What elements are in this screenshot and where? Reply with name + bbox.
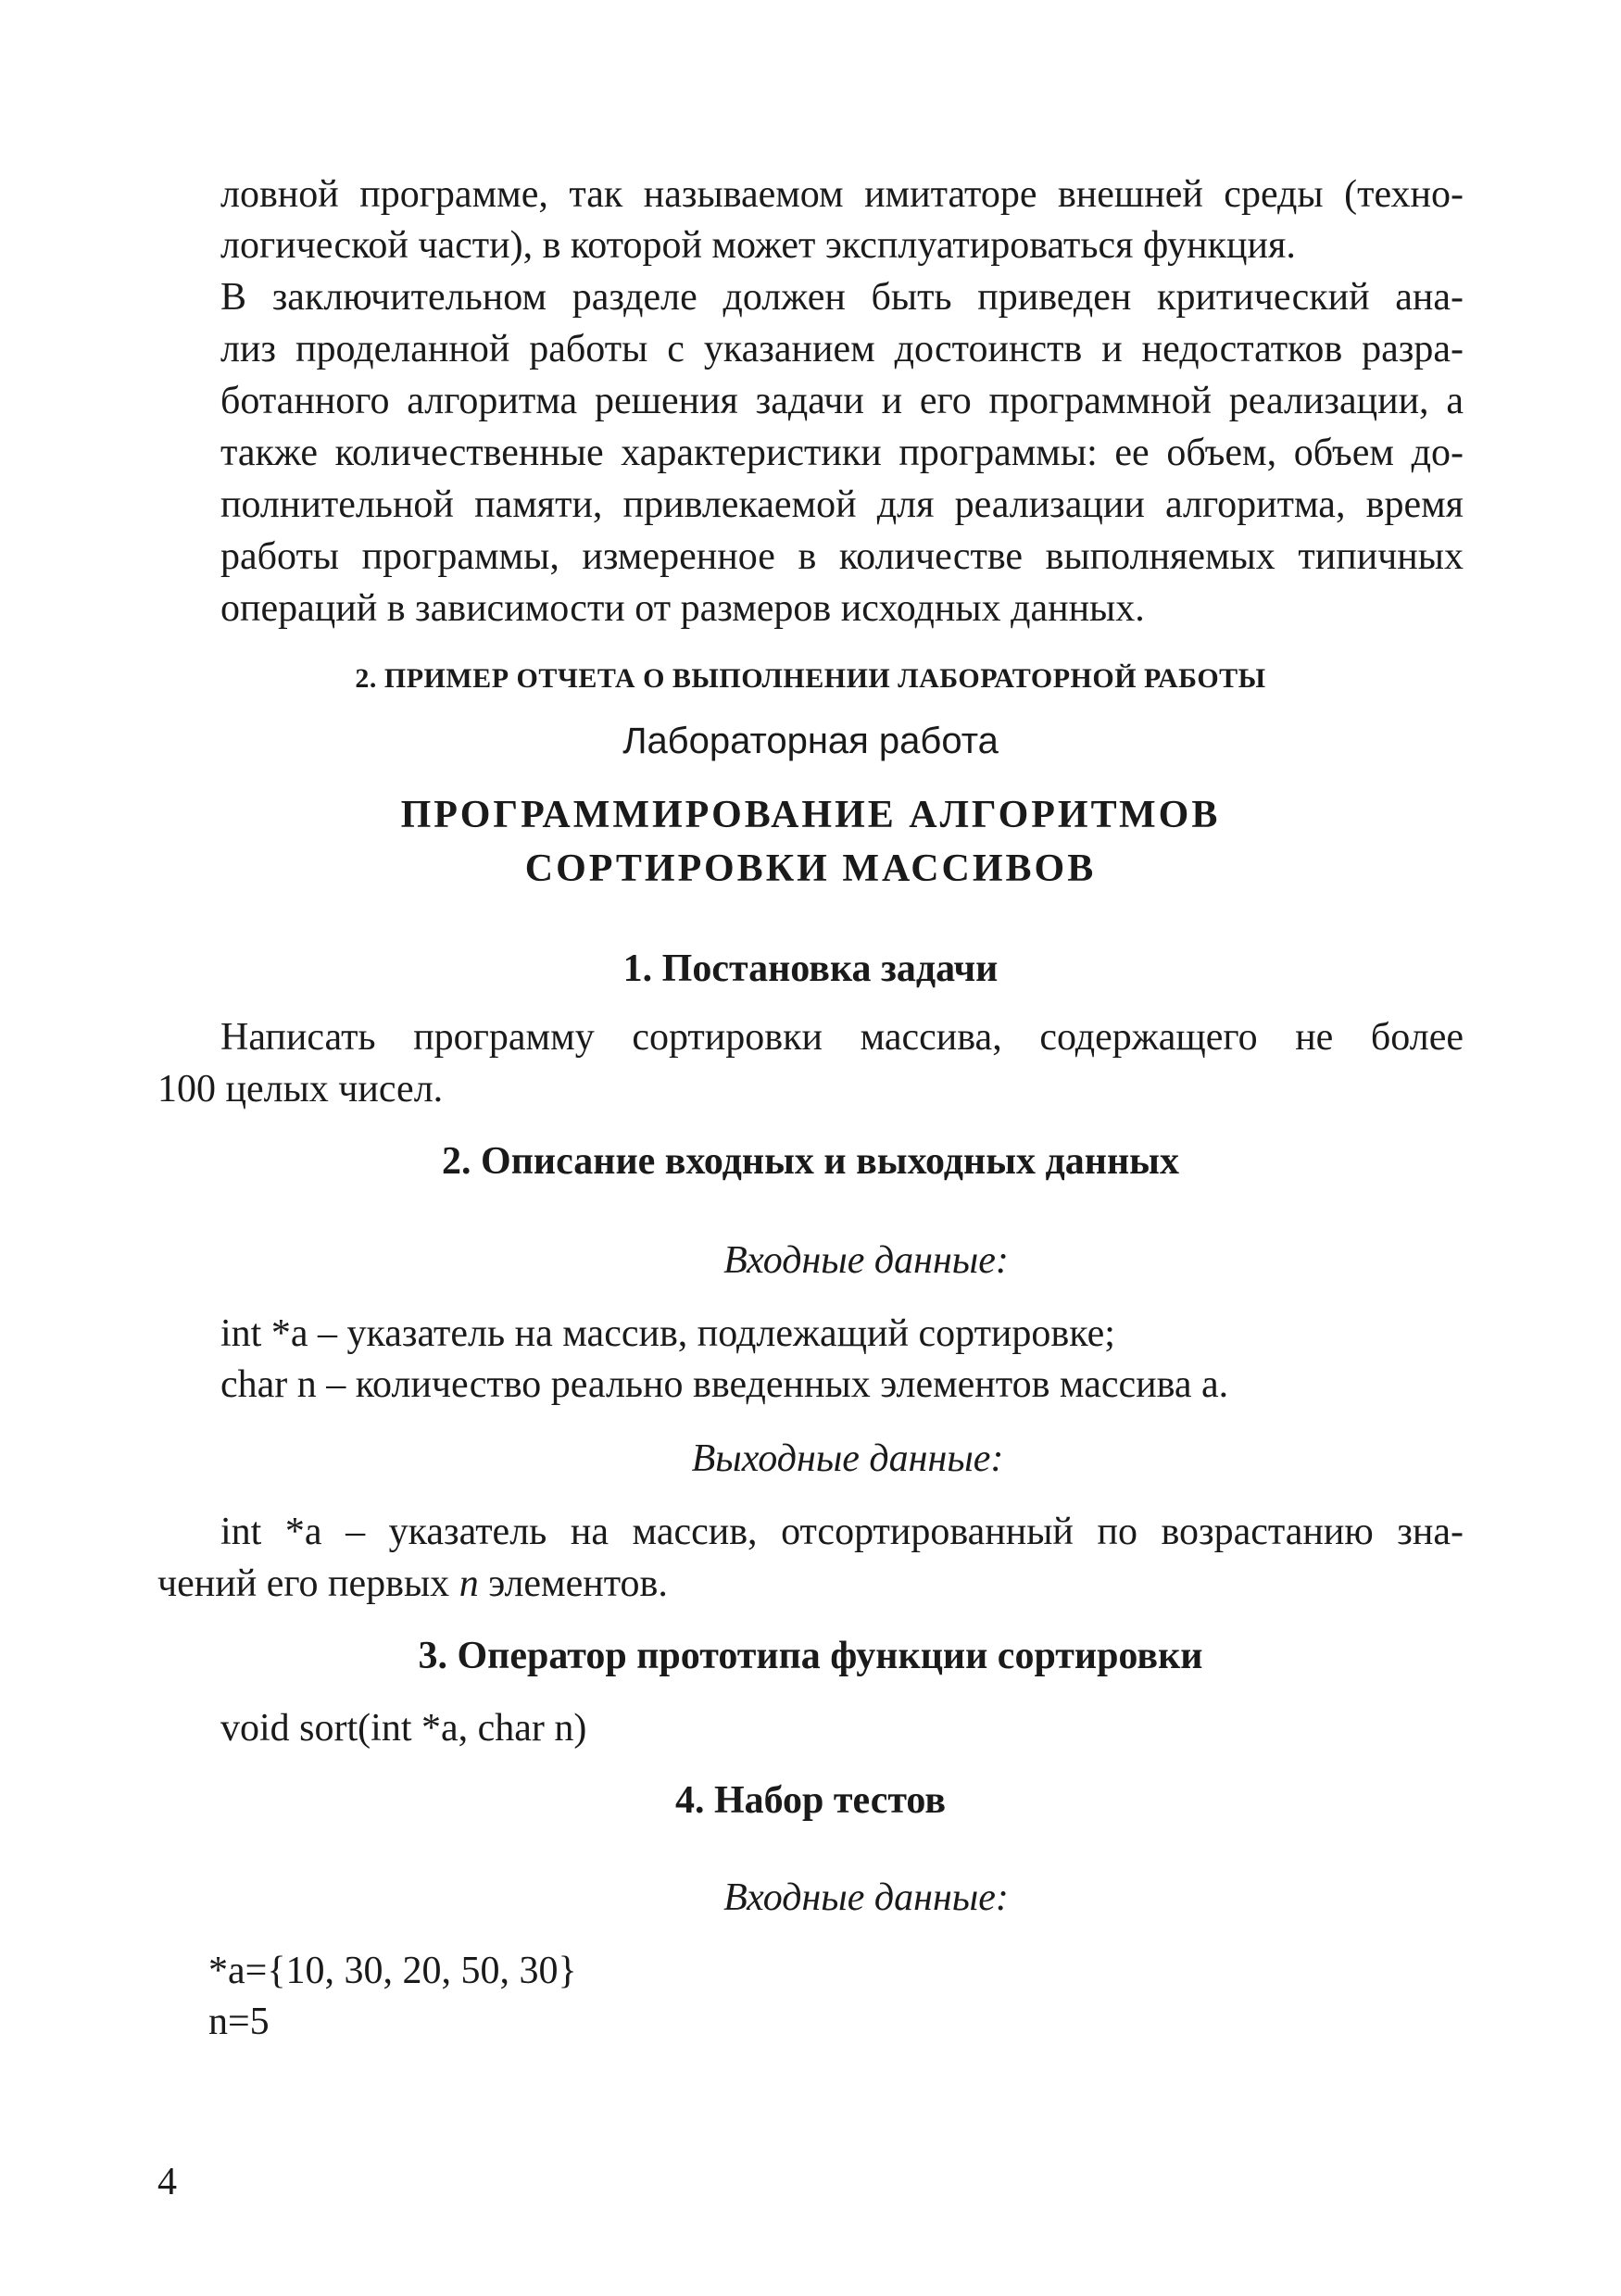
paragraph-line: ботанного алгоритма решения задачи и его программной реализации, а <box>220 380 1464 422</box>
function-prototype: void sort(int *a, char n) <box>220 1707 587 1750</box>
output-data-label: Выходные данные: <box>691 1437 1004 1480</box>
output-desc-line: int *a – указатель на массив, отсортированный по возрастанию зна- <box>220 1511 1464 1553</box>
paragraph-line: лиз проделанной работы с указанием достоинств и недостатков разра- <box>220 328 1464 370</box>
sec1-text-line: 100 целых чисел. <box>157 1068 444 1110</box>
output-desc-text: чений его первых <box>157 1562 459 1605</box>
test-input-line: *a={10, 30, 20, 50, 30} <box>208 1950 577 1992</box>
variable-n: n <box>459 1562 479 1605</box>
output-desc-line <box>157 1558 668 1610</box>
paragraph-text: В заключительном разделе должен быть приведен критический ана- <box>220 276 1464 319</box>
lab-title-line: СОРТИРОВКИ МАССИВОВ <box>524 847 1097 890</box>
paragraph-line: операций в зависимости от размеров исходных данных. <box>220 587 1145 630</box>
section-heading: 2. ПРИМЕР ОТЧЕТА О ВЫПОЛНЕНИИ ЛАБОРАТОРНОЙ РАБОТЫ <box>355 663 1266 694</box>
paragraph-line: логической части), в которой может эксплуатироваться функция. <box>220 224 1296 267</box>
page-number: 4 <box>157 2161 177 2203</box>
paragraph-line: также количественные характеристики программы: ее объем, объем до- <box>220 432 1464 474</box>
lab-title-line: ПРОГРАММИРОВАНИЕ АЛГОРИТМОВ <box>400 794 1221 836</box>
paragraph-line <box>220 271 1464 323</box>
test-input-line: n=5 <box>208 2001 270 2043</box>
sec1-text-line: Написать программу сортировки массива, содержащего не более <box>220 1016 1464 1059</box>
sec1-heading: 1. Постановка задачи <box>622 947 999 990</box>
output-desc-text: элементов. <box>478 1562 668 1605</box>
lab-label: Лабораторная работа <box>622 721 999 761</box>
sec2-heading: 2. Описание входных и выходных данных <box>442 1140 1179 1183</box>
input-data-label: Входные данные: <box>723 1239 1009 1282</box>
paragraph-line: полнительной памяти, привлекаемой для реализации алгоритма, время <box>220 483 1464 526</box>
paragraph-line: работы программы, измеренное в количестве выполняемых типичных <box>220 535 1464 578</box>
test-input-label: Входные данные: <box>723 1876 1009 1919</box>
sec4-heading: 4. Набор тестов <box>674 1779 947 1822</box>
input-desc-line: char n – количество реально введенных элементов массива a. <box>220 1363 1229 1406</box>
sec3-heading: 3. Оператор прототипа функции сортировки <box>418 1635 1203 1677</box>
paragraph-line: ловной программе, так называемом имитаторе внешней среды (техно- <box>220 173 1464 216</box>
input-desc-line: int *a – указатель на массив, подлежащий сортировке; <box>220 1312 1115 1355</box>
